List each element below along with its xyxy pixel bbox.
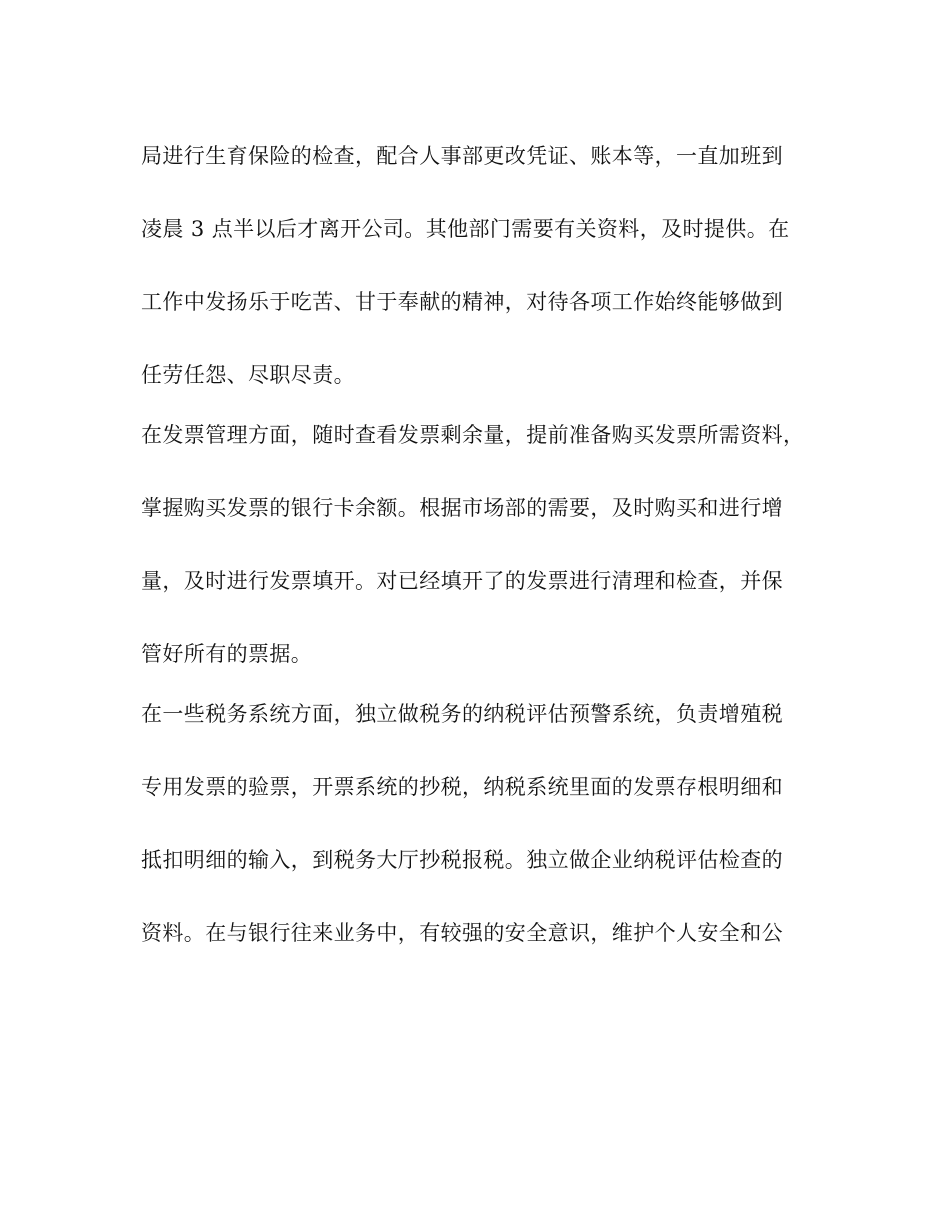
text-line: 掌握购买发票的银行卡余额。根据市场部的需要，及时购买和进行增	[141, 496, 783, 520]
text-line: 工作中发扬乐于吃苦、甘于奉献的精神，对待各项工作始终能够做到	[141, 290, 783, 314]
text-line: 任劳任怨、尽职尽责。	[141, 363, 355, 387]
text-line: 资料。在与银行往来业务中，有较强的安全意识，维护个人安全和公	[141, 921, 783, 945]
text-line: 量，及时进行发票填开。对已经填开了的发票进行清理和检查，并保	[141, 569, 783, 593]
text-line: 在一些税务系统方面，独立做税务的纳税评估预警系统，负责增殖税	[141, 702, 783, 726]
text-line: 专用发票的验票，开票系统的抄税，纳税系统里面的发票存根明细和	[141, 775, 783, 799]
text-line: 凌晨 3 点半以后才离开公司。其他部门需要有关资料，及时提供。在	[141, 217, 790, 241]
text-line: 局进行生育保险的检查，配合人事部更改凭证、账本等，一直加班到	[141, 144, 783, 168]
text-line: 抵扣明细的输入，到税务大厅抄税报税。独立做企业纳税评估检查的	[141, 848, 783, 872]
text-line: 在发票管理方面，随时查看发票剩余量，提前准备购买发票所需资料，	[141, 423, 805, 447]
text-line: 管好所有的票据。	[141, 642, 313, 666]
